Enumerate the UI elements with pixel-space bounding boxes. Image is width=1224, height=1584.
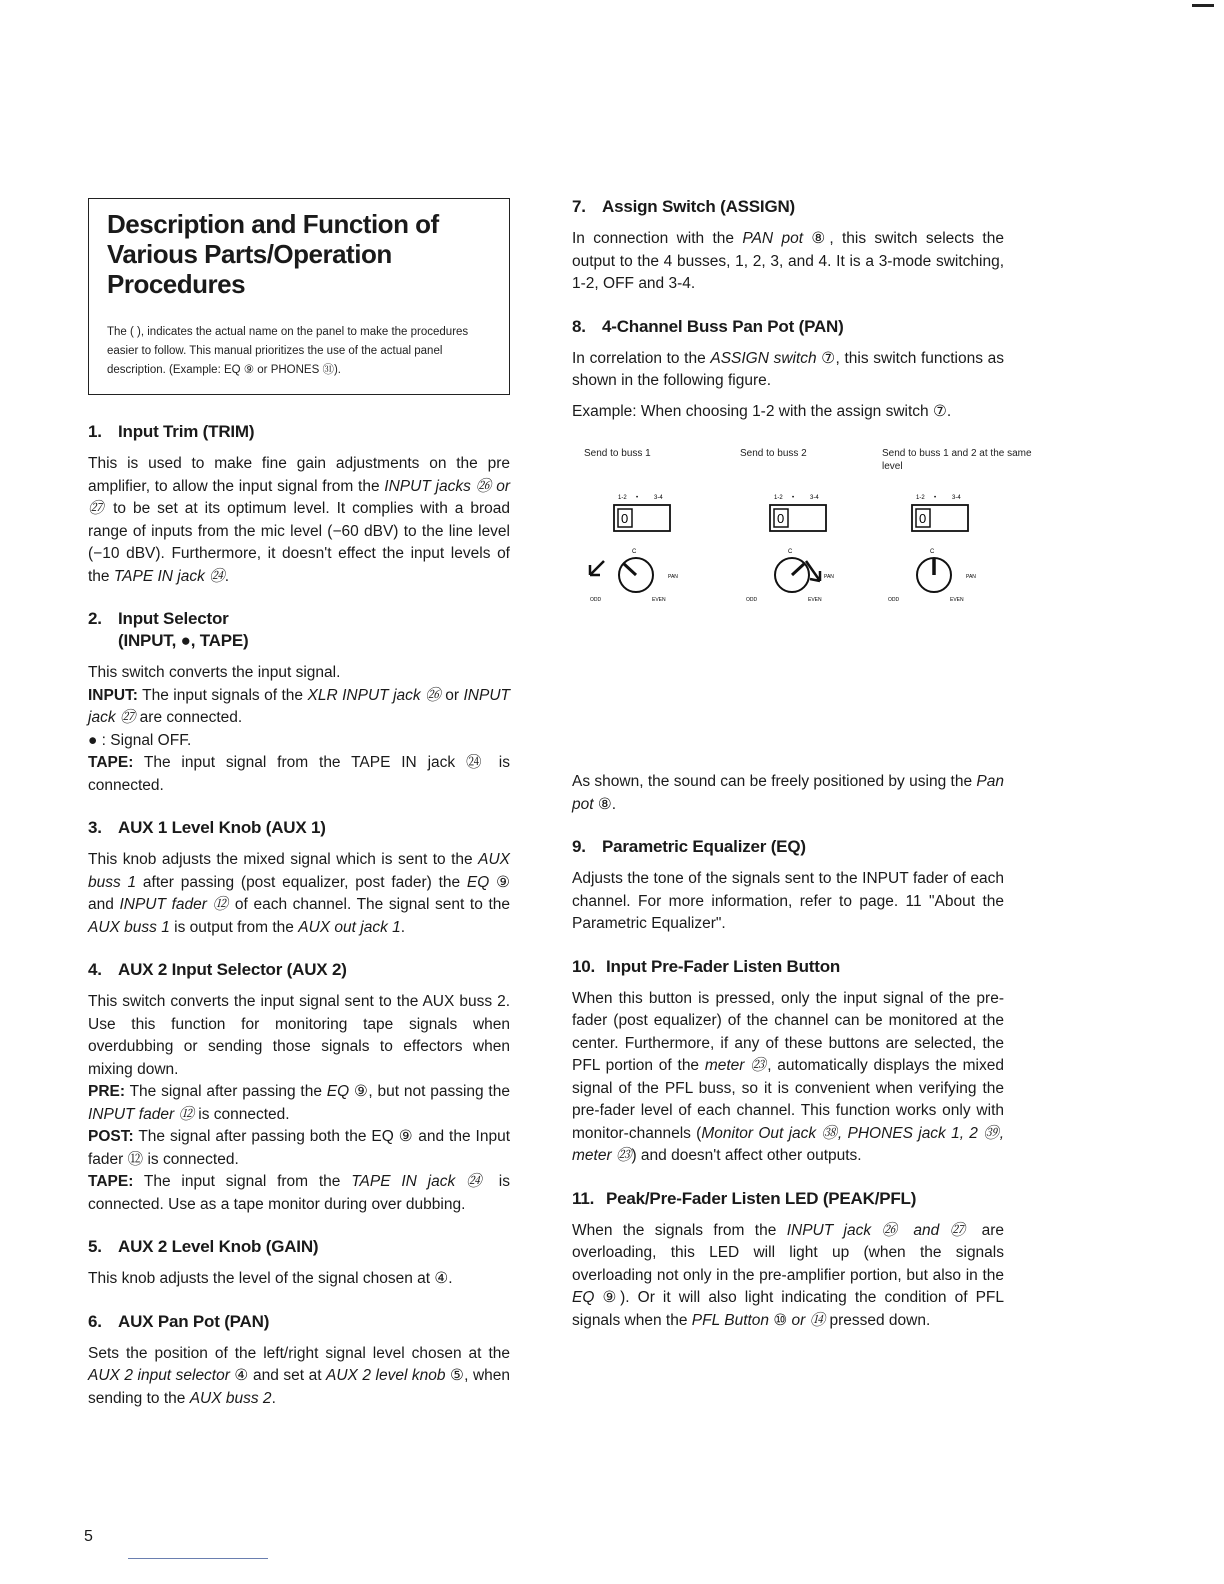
knob-pointer xyxy=(792,563,805,575)
section-aux2-selector xyxy=(88,959,510,1216)
diagram-send-buss-1-and-2 xyxy=(882,447,1032,617)
example-text: Example: When choosing 1-2 with the assign switch ⑦. xyxy=(572,402,952,420)
knob-label-pan: PAN xyxy=(668,574,678,580)
footer-rule xyxy=(128,1558,268,1559)
pre-option: PRE: The signal after passing the EQ ⑨, but not passing the INPUT fader ⑫ is connected. xyxy=(88,1083,510,1123)
diagram-explanation: As shown, the sound can be freely positioned by using the Pan pot ⑧. xyxy=(572,773,1004,813)
section-body: When the signals from the INPUT jack ㉖ and ㉗ are overloading, this LED will light up (when the signals overloading not only in the pre-amplifier portion, but also in the EQ ⑨). Or it will also light indicating the condition of PFL signals when the PFL Button ⑩ or ⑭ pressed down. xyxy=(572,1221,1004,1329)
section-body: This switch converts the input signal. xyxy=(88,664,341,681)
section-heading: 3. AUX 1 Level Knob (AUX 1) xyxy=(88,818,326,837)
section-heading: 5. AUX 2 Level Knob (GAIN) xyxy=(88,1237,319,1256)
section-body: This is used to make fine gain adjustments on the pre amplifier, to allow the input signal from the INPUT jacks ㉖ or ㉗ to be set at its optimum level. It complies with a broad range of inputs from the mic level (−60 dBV) to the line level (−10 dBV). Furthermore, it doesn't effect the input levels of the TAPE IN jack ㉔. xyxy=(88,455,510,585)
input-option: INPUT: The input signals of the XLR INPUT jack ㉖ or INPUT jack ㉗ are connected. xyxy=(88,686,510,726)
left-column xyxy=(88,198,510,1430)
knob-label-center: C xyxy=(632,549,637,555)
section-buss-pan xyxy=(572,316,1032,817)
page-title: Description and Function of Various Parts/Operation Procedures xyxy=(107,209,439,299)
section-heading: 7. Assign Switch (ASSIGN) xyxy=(572,197,796,216)
tape-option: TAPE: The input signal from the TAPE IN jack ㉔ is connected. Use as a tape monitor during over dubbing. xyxy=(88,1173,510,1213)
section-heading: 4. AUX 2 Input Selector (AUX 2) xyxy=(88,960,347,979)
switch-value: 0 xyxy=(919,511,927,526)
section-body: In connection with the PAN pot ⑧, this switch selects the output to the 4 busses, 1, 2, 3, and 4. It is a 3-mode switching, 1-2, OFF and 3-4. xyxy=(572,230,1004,292)
tape-option: TAPE: The input signal from the TAPE IN jack ㉔ is connected. xyxy=(88,754,510,794)
diagram-caption: Send to buss 1 xyxy=(584,448,651,459)
off-option: ● : Signal OFF. xyxy=(88,731,192,749)
title-note: The ( ), indicates the actual name on the panel to make the procedures easier to follow. This manual prioritizes the use of the actual panel description. (Example: EQ ⑨ or PHONES ㉛). xyxy=(107,326,469,376)
section-body: Sets the position of the left/right signal level chosen at the AUX 2 input selector ④ and set at AUX 2 level knob ⑤, when sending to the AUX buss 2. xyxy=(88,1344,510,1407)
section-heading: 8. 4-Channel Buss Pan Pot (PAN) xyxy=(572,316,844,336)
knob-label-odd: ODD xyxy=(888,597,900,603)
section-input-selector xyxy=(88,608,510,797)
switch-label-off: • xyxy=(792,495,795,501)
section-body: This knob adjusts the mixed signal which is sent to the AUX buss 1 after passing (post equalizer, post fader) the EQ ⑨ and INPUT fader ⑫ of each channel. The signal sent to the AUX buss 1 is output from the AUX out jack 1. xyxy=(88,851,510,936)
corner-mark xyxy=(1192,4,1214,7)
switch-label-12: 1-2 xyxy=(774,495,783,501)
section-body: In correlation to the ASSIGN switch ⑦, this switch functions as shown in the following figure. xyxy=(572,349,1005,389)
knob-label-even: EVEN xyxy=(808,597,822,603)
section-input-trim xyxy=(88,421,510,588)
section-heading: 6. AUX Pan Pot (PAN) xyxy=(88,1311,270,1331)
section-heading: 1. Input Trim (TRIM) xyxy=(88,422,255,441)
section-pfl-button xyxy=(572,956,1004,1168)
arrow-left-icon xyxy=(590,561,604,575)
knob-pointer xyxy=(623,563,636,575)
switch-label-off: • xyxy=(636,495,639,501)
switch-label-12: 1-2 xyxy=(916,495,925,501)
section-heading: 11. Peak/Pre-Fader Listen LED (PEAK/PFL) xyxy=(572,1188,917,1208)
knob-label-center: C xyxy=(788,549,793,555)
right-column xyxy=(572,196,1032,1352)
diagram-caption: Send to buss 1 and 2 at the same level xyxy=(882,448,1032,472)
section-heading: 10. Input Pre-Fader Listen Button xyxy=(572,956,841,976)
diagram-caption: Send to buss 2 xyxy=(740,448,807,459)
knob-label-center: C xyxy=(930,549,935,555)
switch-knob-illustration xyxy=(740,477,890,617)
switch-label-off: • xyxy=(934,495,937,501)
page-number: 5 xyxy=(84,1528,93,1545)
section-aux1-level xyxy=(88,817,510,939)
switch-label-34: 3-4 xyxy=(654,495,663,501)
knob-label-odd: ODD xyxy=(746,597,758,603)
section-body: This switch converts the input signal sent to the AUX buss 2. Use this function for monitoring tape signals when overdubbing or sending those signals to effectors when mixing down. xyxy=(88,993,510,1078)
section-body: When this button is pressed, only the input signal of the pre-fader (post equalizer) of the channel can be monitored at the center. Furthermore, if any of these buttons are selected, the PFL portion of the meter ㉓, automatically displays the mixed signal of the PFL buss, so it is convenient when verifying the pre-fader level of each channel. This function works only with monitor-channels (Monitor Out jack ㊳, PHONES jack 1, 2 ㊴, meter ㉓) and doesn't affect other outputs. xyxy=(572,989,1004,1164)
section-assign-switch xyxy=(572,196,1004,296)
knob-label-pan: PAN xyxy=(824,574,834,580)
section-heading: 9. Parametric Equalizer (EQ) xyxy=(572,837,806,856)
knob-label-pan: PAN xyxy=(966,574,976,580)
switch-knob-illustration xyxy=(584,477,734,617)
switch-label-12: 1-2 xyxy=(618,495,627,501)
knob-label-even: EVEN xyxy=(652,597,666,603)
switch-knob-illustration xyxy=(882,477,1032,617)
switch-label-34: 3-4 xyxy=(810,495,819,501)
title-box xyxy=(88,198,510,395)
knob-label-even: EVEN xyxy=(950,597,964,603)
diagram-send-buss-1 xyxy=(584,447,734,617)
section-aux-pan xyxy=(88,1311,510,1411)
section-body: This knob adjusts the level of the signal chosen at ④. xyxy=(88,1270,453,1287)
switch-label-34: 3-4 xyxy=(952,495,961,501)
section-heading: 2. Input Selector (INPUT, ●, TAPE) xyxy=(88,609,249,650)
switch-value: 0 xyxy=(777,511,785,526)
knob-label-odd: ODD xyxy=(590,597,602,603)
diagram-send-buss-2 xyxy=(740,447,890,617)
switch-value: 0 xyxy=(621,511,629,526)
section-body: Adjusts the tone of the signals sent to the INPUT fader of each channel. For more information, refer to page. 11 "About the Parametric Equalizer". xyxy=(572,870,1004,932)
pan-diagram xyxy=(572,447,1032,767)
section-peak-pfl-led xyxy=(572,1188,1004,1333)
section-aux2-level xyxy=(88,1236,510,1291)
post-option: POST: The signal after passing both the EQ ⑨ and the Input fader ⑫ is connected. xyxy=(88,1128,510,1168)
section-parametric-eq xyxy=(572,836,1004,936)
